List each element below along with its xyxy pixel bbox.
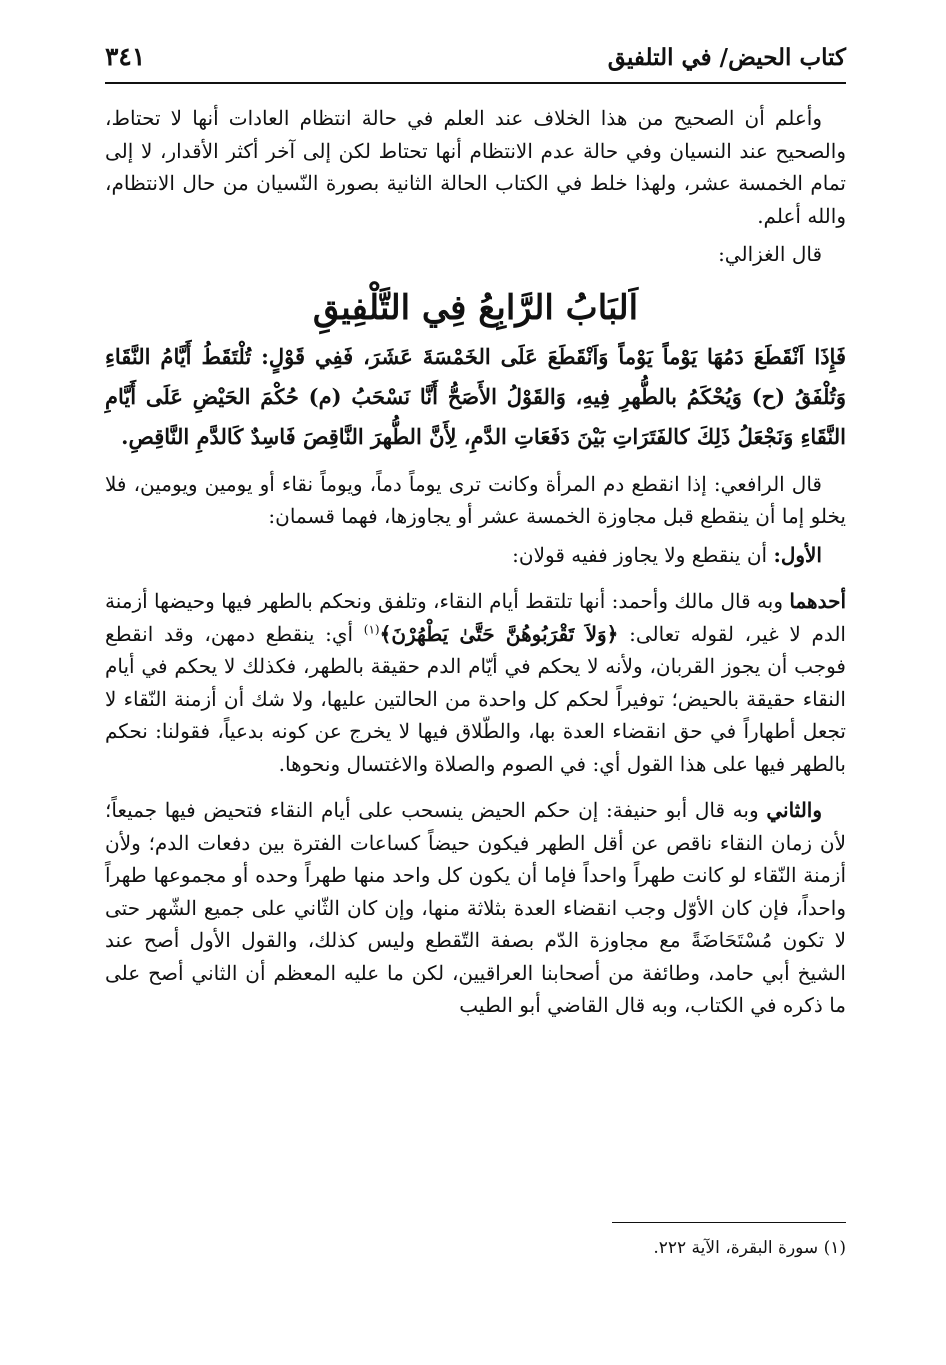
footnote: (١) سورة البقرة، الآية ٢٢٢. xyxy=(653,1238,846,1258)
header-rule xyxy=(105,82,846,84)
page-body xyxy=(105,102,846,1022)
footnote-marker: (١) xyxy=(363,621,380,636)
first-opinion-paragraph xyxy=(105,585,846,780)
running-title: كتاب الحيض/ في التلفيق xyxy=(607,44,846,71)
second-opinion-paragraph xyxy=(105,794,846,1022)
first-section-text: أن ينقطع ولا يجاوز ففيه قولان: xyxy=(512,542,768,567)
matn-text: فَإِذَا اَنْقَطَعَ دَمُهَا يَوْماً يَوْماً وَاَنْقَطَعَ عَلَى الخَمْسَةَ عَشَرَ، فَفِي قَوْلٍ: تُلْتَقَطُ أَيَّامُ النَّقَاءِ وَتُلْفَقُ (ح) وَيُحْكَمُ بالطُّهرِ فِيهِ، وَالقَوْلُ الأَصَحُّ أَنَّا نَسْحَبُ (م) حُكْمَ الحَيْضِ عَلَى أَيَّامِ النَّقَاءِ وَنَجْعَلُ ذَلِكَ كالفَتَرَاتِ بَيْنَ دَفَعَاتِ الدَّمِ، لِأَنَّ الطُّهرَ النَّاقِصَ فَاسِدٌ كَالدَّمِ النَّاقِصِ. xyxy=(105,343,846,449)
page-number: ٣٤١ xyxy=(105,42,146,71)
paragraph-conclusion: وأعلم أن الصحيح من هذا الخلاف عند العلم في حالة انتظام العادات أنها لا تحتاط، والصحيح عند النسيان وفي حالة عدم الانتظام أنها تحتاط لكن إلى آخر أكثر الأقدار، لا إلى تمام الخمسة عشر، ولهذا خلط في الكتاب الحالة الثانية بصورة النّسيان من حال الانتظام، والله أعلم. xyxy=(105,106,846,228)
first-opinion-text-a: وبه قال مالك وأحمد: أنها تلتقط أيام النقاء، وتلفق ونحكم بالطهر فيها وحيضها أزمنة الدم لا غير، لقوله تعالى: xyxy=(105,589,846,646)
first-section-paragraph xyxy=(105,539,846,572)
ghazali-intro: قال الغزالي: xyxy=(718,242,822,266)
chapter-title: اَلبَابُ الرَّابِعُ فِي التَّلْفِيقِ xyxy=(312,287,639,328)
second-opinion-label: والثاني xyxy=(766,798,823,822)
rafii-paragraph: قال الرافعي: إذا انقطع دم المرأة وكانت ترى يوماً دماً، ويوماً نقاء أو يومين ويومين، فلا يخلو إما أن ينقطع قبل مجاوزة الخمسة عشر أو يجاوزها، فهما قسمان: xyxy=(105,471,846,528)
quran-verse: ﴿وَلاَ تَقْرَبُوهُنَّ حَتَّىٰ يَطْهُرْنَ﴾ xyxy=(379,621,619,646)
first-opinion-text-b: أي: ينقطع دمهن، وقد انقطع فوجب أن يجوز القربان، ولأنه لا يحكم في أيّام الدم حقيقة بالطهر، فكذلك لا يحكم في أيام النقاء حقيقة بالحيض؛ توفيراً لحكم كل واحدة من الحالتين عليها، ولا شك أن أزمنة النّقاء لا تجعل أطهاراً في حق انقضاء العدة بها، والطّلاق فيها لا يخرج عن كونه بدعياً، فقولنا: نحكم بالطهر فيها على هذا القول أي: في الصوم والصلاة والاغتسال ونحوها. xyxy=(105,621,847,776)
second-opinion-text: وبه قال أبو حنيفة: إن حكم الحيض ينسحب على أيام النقاء فتحيض فيها جميعاً؛ لأن زمان النقاء ناقص عن أقل الطهر فيكون حيضاً كساعات الفترة بين دفعات الدم؛ ولأن أزمنة النّقاء لو كانت طهراً واحداً فإما أن يكون كل واحد منها طهراً وحده أو مجموعها طهراً واحداً، فإن كان الأوّل وجب انقضاء العدة بثلاثة منها، وإن كان الثّاني على جميع الشّهر حتى لا تكون مُسْتَحَاضَةً مع مجاوزة الدّم بصفة التّقطع وليس كذلك، والقول الأول أصح عند الشيخ أبي حامد، وطائفة من أصحابنا العراقيين، لكن ما عليه المعظم أن الثاني أصح على ما ذكره في الكتاب، وبه قال القاضي أبو الطيب xyxy=(105,798,847,1017)
footnote-rule xyxy=(612,1222,846,1223)
first-section-label: الأول: xyxy=(773,542,822,567)
first-opinion-label: أحدهما xyxy=(789,589,846,613)
page-header xyxy=(105,40,846,80)
